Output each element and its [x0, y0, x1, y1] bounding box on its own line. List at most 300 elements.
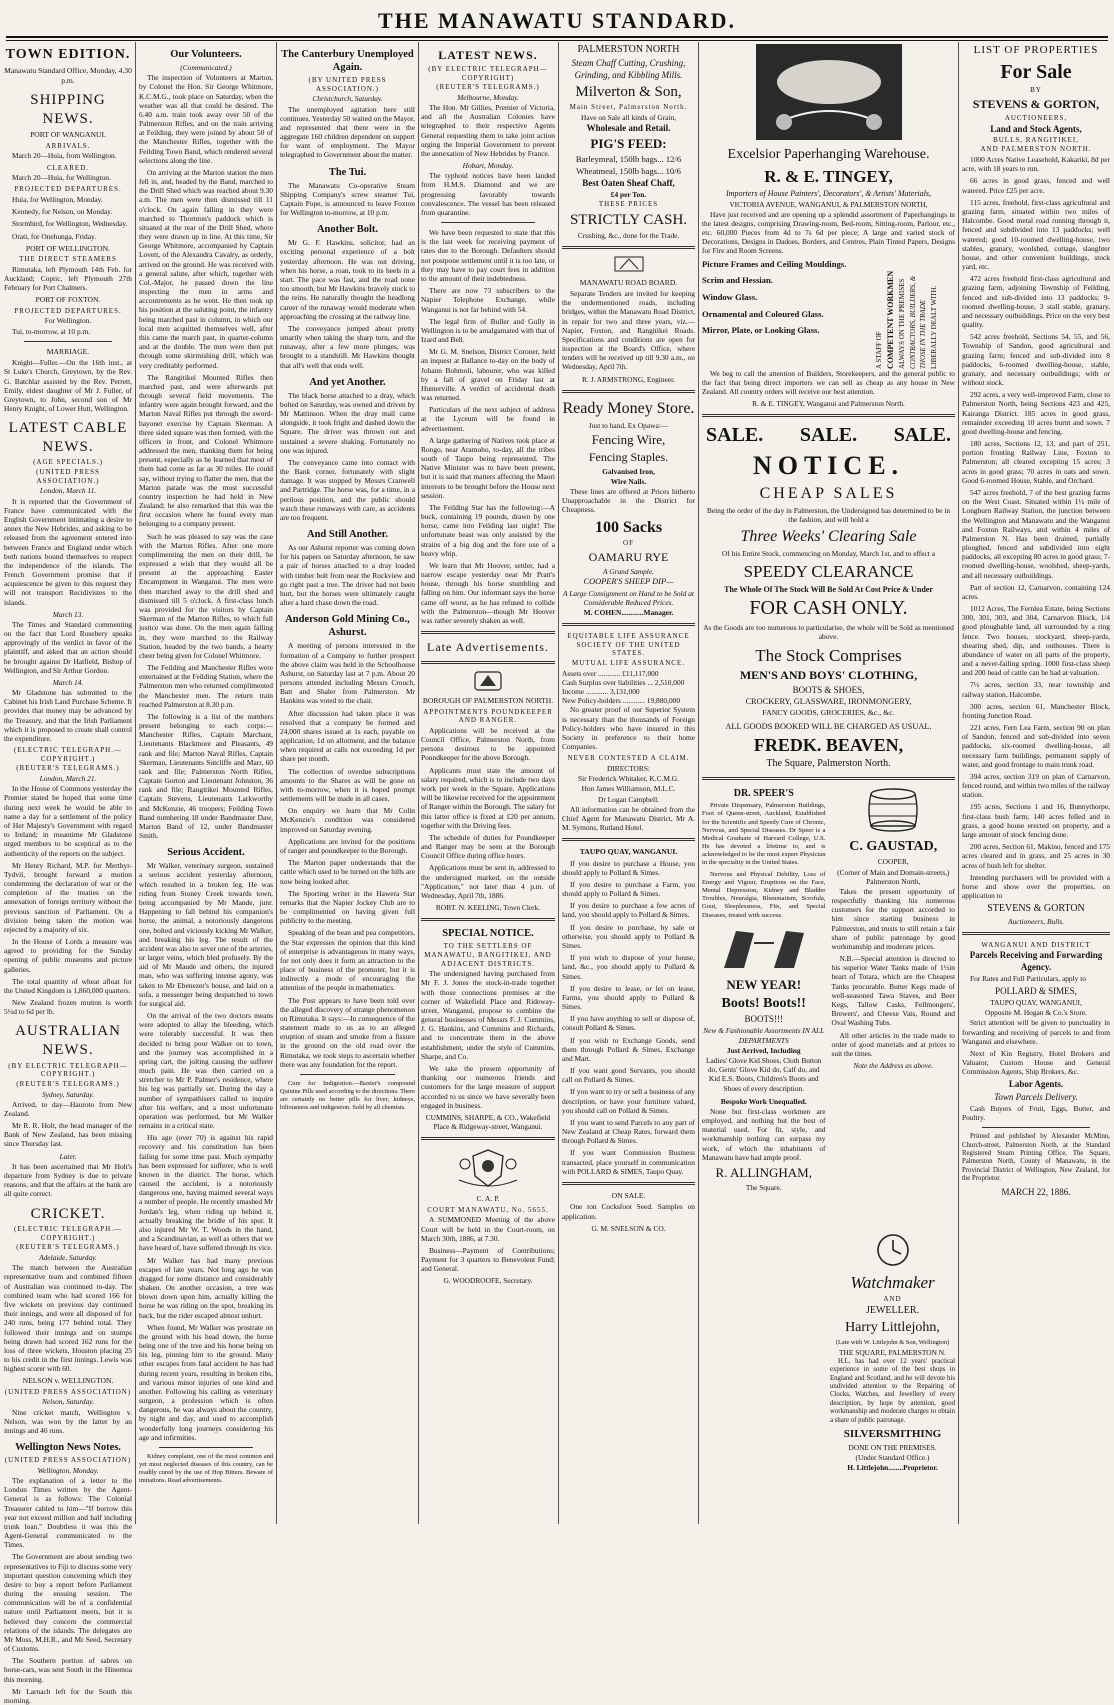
- product-line: Scrim and Hessian.: [702, 275, 773, 286]
- wanganui-heading: WANGANUI AND DISTRICT: [981, 940, 1091, 949]
- subheading: (BY ELECTRIC TELEGRAPH—COPYRIGHT): [428, 64, 548, 82]
- article-paragraph: Mr G. F. Hawkins, solicitor, had an exciting personal experience of a bolt yesterday afternoon. He was out driving, when his horse, a roan, took to its heels in a start. The pace was fast, and the road none too smooth, but Mr Hawkins bravely stuck to the reins. He naturally thought the headlong career of the runaway would moderate when approaching the crossing at the railway line.: [280, 238, 415, 321]
- subheading: TO THE SETTLERS OF MANAWATU, RANGITIKEI, AND ADJACENT DISTRICTS.: [424, 942, 552, 968]
- article-paragraph: The match between the Australian representative team and combined fifteen of Australian was continued to-day. The combined team who had scored 166 for five wickets on previous day continued their innings, and were all disposed of for 240 runs, being 177 behind total. They followed their innings and on stumps being drawn had scored 162 runs for the loss of three wickets, Houston placing 25 to his credit in the first innings. Lewis was highest scorer with 60.: [4, 1263, 132, 1374]
- properties-heading: LIST OF PROPERTIES: [973, 44, 1099, 56]
- subheading: MUTUAL LIFE ASSURANCE.: [572, 659, 685, 668]
- article-paragraph: The Post appears to have been told over the alleged discovery of strange phenomenon on Rimutaka. It says:—In consequence of the statement made to us as to an alleged eruption of steam and smoke from a fissure in the ground on the old road over the Rimutaka, we took steps to ascertain whether there was any foundation for the report.: [280, 995, 415, 1069]
- port-heading: PORT OF FOXTON.: [35, 295, 101, 305]
- property-listing: 115 acres, freehold, first-class agricultural and grazing farm, situated within two miles of Halcombe. Good metal road running through it, fenced and subdivided into 13 paddocks; well watered; good 10-roomed dwelling-house, two stables, granary, woolshed, cottage, slaughter house, and other convenient buildings, stock yard, etc.: [962, 197, 1110, 272]
- column-2: [139, 42, 273, 1526]
- gaustad-name: C. GAUSTAD,: [849, 839, 938, 855]
- dateline: London, March 21.: [39, 774, 97, 784]
- equitable-heading: EQUITABLE LIFE ASSURANCE SOCIETY OF THE UNITED STATES.: [567, 632, 690, 658]
- property-listing: 195 acres, Sections 1 and 16, Bunnythorpe, first-class bush farm; 140 acres felled and in grass, a good house erected on property, and a large amount of stock fencing done.: [962, 802, 1110, 839]
- article-paragraph: The Sporting writer in the Hawera Star remarks that the Napier Jockey Club are to be complimented on having given full publicity to the meeting.: [280, 888, 415, 926]
- stat-line: Cash Surplus over liabilities ... 2,510,000: [562, 677, 685, 687]
- lower-ads: [702, 786, 955, 1193]
- boots-heading: Boots! Boots!!: [721, 995, 806, 1011]
- article-paragraph: There are now 73 subscribers to the Napier Telephone Exchange, while Wanganui is not far behind with 54.: [421, 286, 555, 314]
- speedy-clearance: SPEEDY CLEARANCE: [743, 562, 914, 582]
- gaustad-ad: [832, 786, 956, 1193]
- article-paragraph: Mr G. M. Snelson, District Coroner, held an inquest at Ballance to-day on the body of Johann Bohmoli, labourer, who was killed by a fall of gravel on Friday last at Hunterville. A verdict of accidental death was returned.: [421, 347, 555, 403]
- advert-line: Wholesale and Retail.: [586, 123, 671, 134]
- arrivals-heading: ARRIVALS.: [45, 141, 91, 150]
- article-paragraph: The Southern portion of sabres on horse-cars, was sent South in the Hinemoa this morning.: [4, 1656, 132, 1684]
- article-paragraph: The total quantity of wheat afloat for the United Kingdom is 1,860,000 quarters.: [4, 976, 132, 995]
- advert-line: Hon James Williamson, M.L.C.: [581, 784, 676, 794]
- property-listing: 542 acres freehold, Sections 54, 55, and 56, Township of Sandon, good agricultural and grazing farm; fenced and sub-divided into 8 paddocks, 6-roomed dwelling-house, stable, granary, and necessary outbuildings; with or without stock.: [962, 332, 1110, 388]
- address-line: TAUPO QUAY, WANGANUI,: [990, 998, 1082, 1008]
- new-year-heading: NEW YEAR!: [726, 976, 802, 992]
- address-line: The Square.: [745, 1182, 782, 1192]
- divider: [562, 390, 695, 393]
- advert-line: Have on Sale all kinds of Grain,: [580, 112, 677, 122]
- sacks-heading: 100 Sacks: [594, 518, 663, 536]
- special-notice-heading: SPECIAL NOTICE.: [442, 928, 534, 940]
- nelson-heading: NELSON v. WELLINGTON.: [22, 1376, 114, 1386]
- advert-paragraph: For Rates and Full Particulars, apply to: [970, 973, 1086, 983]
- article-paragraph: The Government are about sending two representatives to Fiji to discuss some very important question concerning which they desire to buy a report before Parliament during the ensuing session. The communication will be of a confidential nature until Parliament meets, but it is believed they concern the commercial relations of the islands. The delegates are Mr Moss, M.H.R., and Mr Seed, Secretary of Customs.: [4, 1552, 132, 1654]
- signs-painting-banner-icon: [702, 42, 955, 144]
- advert-paragraph: Nervous and Physical Debility, Loss of Energy and Vigour, Eruptions on the Face, Mental Depression, Kidney and Bladder Troubles, Neuralgia, Rheumatism, Scrofula, Gout, Sleeplessness, Fits, and Special Diseases, treated with success.: [702, 870, 826, 919]
- divider: [562, 246, 695, 249]
- shipping-line: For Wellington.: [44, 316, 92, 326]
- advert-line: BOOTS & SHOES,: [792, 684, 865, 695]
- subheading: NEVER CONTESTED A CLAIM.: [567, 754, 690, 763]
- article-paragraph: Mr R. R. Holt, the head manager of the Bank of New Zealand, has been missing since Thursday last.: [4, 1121, 132, 1149]
- advert-line: A Grand Sample.: [603, 567, 654, 576]
- product-line: Mirror, Plate, or Looking Glass.: [702, 325, 820, 336]
- new-year-boots-icon: [702, 923, 826, 975]
- advert-paragraph: The undersigned having purchased from Mr F. J. Jones the stock-in-trade together with those connections premises at the corner of Wakefield Place and Rideway-street, Wanganui, propose to combine the general businesses of Messrs F. J. Cummins, J. G. Hankins, and Cummins and Richards, and to concentrate them in the above establishment, under the style of Cummins, Sharpe, and Co.: [421, 969, 555, 1061]
- silversmithing-heading: SILVERSMITHING: [843, 1428, 942, 1441]
- advert-line: AUCTIONEERS,: [1004, 113, 1068, 122]
- property-listing: Part of section 12, Carnarvon, containing 124 acres.: [962, 582, 1110, 601]
- road-board-heading: MANAWATU ROAD BOARD.: [579, 277, 678, 287]
- divider: [702, 414, 955, 417]
- boots-subheading: BOOTS!!!: [744, 1014, 783, 1025]
- article-paragraph: The black horse attached to a dray, which bolted on Saturday, was owned and driven by Mr Mattinson. When the dray mail came alongside, it took fright and dashed down the Square. The driver was thrown out and sustained a severe shaking. Fortunately no one was injured.: [280, 390, 415, 455]
- divider: [562, 838, 695, 841]
- article-paragraph: Mr Henry Richard, M.P. for Merthyr-Tydvil, brought forward a motion condemning the declaration of war or the completion of the treaties on the annexation of foreign territory without the previous sanction of Parliament. On a division being taken the motion was rejected by a majority of six.: [4, 860, 132, 934]
- advert-paragraph: If you desire to purchase a House, you should apply to Pollard & Simes.: [562, 858, 695, 877]
- article-paragraph: The conveyance jumped about pretty smartly when taking the sharp turn, and the runaway, after a few more plunges, was brought to a standstill. Mr Hawkins thought that all's well that ends well.: [280, 323, 415, 370]
- shipping-line: March 20—Huia, from Wellington.: [12, 151, 117, 161]
- milverton-name: Milverton & Son,: [575, 83, 682, 100]
- cash-only: FOR CASH ONLY.: [749, 597, 908, 620]
- advert-line: BY: [1030, 86, 1042, 95]
- article-paragraph: The Manawatu Co-operative Steam Shipping Company's screw steamer Tui, Captain Pope, is announced to leave Foxton for Wellington to-morrow, at 10 p.m.: [280, 180, 415, 218]
- divider: [562, 1182, 695, 1185]
- projected-heading: PROJECTED DEPARTURES.: [14, 185, 122, 194]
- advert-line: FANCY GOODS, GROCERIES, &c., &c.: [762, 708, 895, 718]
- labor-heading: Labor Agents.: [1008, 1079, 1064, 1090]
- advert-paragraph: As the Goods are too numerous to particularise, the whole will be Sold as mentioned above.: [703, 623, 954, 642]
- advert-paragraph: Intending purchasers will be provided with a horse and show over the properties, on application to: [962, 872, 1110, 901]
- advert-paragraph: H.L. has had over 12 years' practical experience in some of the best shops in England and Scotland, and he will devote his undivided attention to the Repairing of Clocks, Watches, and Jewellery of every description, by hope by attention, good workmanship and moderate charges to obtain a share of public patronage.: [830, 1357, 955, 1424]
- advert-line: Fencing Staples.: [588, 449, 669, 464]
- masthead: [0, 0, 1114, 40]
- divider: [421, 1137, 555, 1140]
- subheading: (UNITED PRESS ASSOCIATION): [4, 1456, 132, 1465]
- article-paragraph: The Rangitikei Mounted Rifles then marched past, and were afterwards put through several field movements. The infantry were again brought forward, and the Marton Naval Rifles put through the sword-bayonet exercise by Captain Skerman. A three sided square was then formed, with the officers in front, and Colonel Whitmore addressed the men, thanking them for being present, especially as he learned that most of them had come as far as 30 miles. He could say, without trying to flatter the men, that the Marton parade was the most successful country inspection he had held in New Zealand; he also remarked that this was the first occasion where he found every man belonging to a company present.: [139, 372, 273, 529]
- property-listing: 1000 Acres Native Leasehold, Kakariki, 8d per acre, with 18 years to run.: [962, 155, 1110, 174]
- article-paragraph: The unemployed agitation here still continues. Yesterday 50 waited on the Mayor, and represented that there were in the aggregate 160 children dependent on support for want of employment. The Mayor telegraphed to Government about the matter.: [280, 104, 415, 160]
- issue-date: MARCH 22, 1886.: [1001, 1186, 1071, 1197]
- divider: [421, 918, 555, 921]
- article-paragraph: On arriving at the Marton station the men fell in, and, headed by the Band, marched to the Drill Shed which was reached about 9.30 a.m. The men were then dismissed till 11 o'clock. On again falling in they were marched to Thornton's paddock which is situated at the rear of the Drill Shed, where they were drawn up in line. At this time, Sir George Whitmore, accompanied by Captain Lovett, of the Alexandra Cavalry, as orderly, arrived on the ground. He was received with a general salute, after which, together with Col.-Major, he passed down the line inspecting the men in arms and accoutrements as he went. He then took up his position at the saluting point, the infantry being marched past in column, in which our local men acquitted themselves well, after this came the march past, in quarter-column and at the double. The men were then put through some skirmishing drill, which was very creditably performed.: [139, 167, 273, 370]
- column-4: [421, 42, 555, 1526]
- advert-paragraph: Applications must be sent in, addressed to the undersigned marked, on the outside "Application," not later than 4 p.m. of Wednesday, April 7th, 1886.: [421, 863, 555, 900]
- article-paragraph: Speaking of the bean and pea competitors, the Star expresses the opinion that this kind of enterprise is advantageous in many ways, for not only does it form an attraction to the place of business of the promoter, but it is indirectly a mode of encouraging the attention of the people in mathematics.: [280, 928, 415, 993]
- late-adverts-heading: Late Advertisements.: [427, 640, 549, 655]
- advert-line: Fencing Wire,: [591, 431, 666, 447]
- column-1: [4, 42, 132, 1705]
- advert-line: (Under Standard Office.): [855, 1452, 930, 1462]
- subheading: COURT MANAWATU, No. 5655.: [427, 1205, 549, 1214]
- address-line: Main Street, Palmerston North.: [569, 103, 688, 112]
- property-listing: 221 acres, Fern Lea Farm, section 90 on plan of Sandon, fenced and sub-divided into seven paddocks, six-roomed dwelling-house, all necessary farm buildings, permanent supply of water, and good frontage to main trunk road.: [962, 723, 1110, 769]
- advert-paragraph: If you want Commission Business transacted, place yourself in communication with POLLARD & SIMES, Taupo Quay.: [562, 1148, 695, 1176]
- shipping-line: March 20—Huia, for Wellington.: [12, 173, 111, 183]
- cricket-heading: CRICKET.: [30, 1205, 106, 1222]
- column-rule: [698, 42, 699, 1524]
- article-paragraph: Applications are invited for the positions of ranger and poundkeeper to the Borough.: [280, 836, 415, 855]
- advert-paragraph: Applicants must state the amount of salary required, which is to include two days work per week in the Square. Applications will be likewise received for the appointment of Ranger within the Borough. The salary for this latter office is fixed at £20 per annum, together with the Driving fees.: [421, 765, 555, 830]
- tingey-name: R. & E. TINGEY,: [764, 166, 893, 186]
- advert-line: Wire Nails.: [610, 476, 647, 486]
- divider: [562, 623, 695, 626]
- divider: [300, 1074, 395, 1075]
- advert-paragraph: If you have anything to sell or dispose of, consult Pollard & Simes.: [562, 1014, 695, 1033]
- littlejohn-name: Harry Littlejohn,: [845, 1320, 940, 1336]
- shipping-line: Stormbird, for Wellington, Wednesday.: [12, 219, 128, 229]
- advert-line: Ladies' Glove Kid Shoes, Cloth Button do, Gents' Glove Kid do, Calf do, and Kid E.S. Boots, Children's Boots and Shoes of every description.: [706, 1055, 822, 1093]
- coat-of-arms-icon: [421, 1146, 555, 1192]
- serious-accident-heading: Serious Accident.: [167, 847, 245, 859]
- advert-paragraph: If you want to try or sell a business of any description, or have your furniture valued, you should call on Pollard & Simes.: [562, 1087, 695, 1115]
- column-rule: [418, 42, 419, 1524]
- advert-paragraph: Have just received and are opening up a splendid assortment of Paperhangings in the latest designs, comprising Drawing-room, Bed-room, Sitting-room, Parlour, etc., etc. 60,000 Pieces from 4d to 7s 6d per piece; A large and varied stock of Decorations, Designs in Dadoes, Borders, and Centres, Plain Tinted Papers, Designs for Fire and Room Screens.: [702, 209, 955, 256]
- advert-line: COOPER,: [877, 857, 909, 867]
- imprint: Printed and published by Alexander McMinn, Church-street, Palmerston North, at the Standard Registered Steam Printing Office, The Square, Palmerston North, County of Manawatu, in the Provincial District of Wellington, New Zealand, for the Proprietor.: [962, 1133, 1110, 1183]
- advert-paragraph: These lines are offered at Prices hitherto Unapproachable in the District for Cheapness.: [562, 487, 695, 515]
- article-paragraph: The Times and Standard commenting on the fact that Lord Rosebery speaks approvingly of the verdict in favor of the plaintiff, and asked that an action should be brought against Dr Hatfield, Bishop of Wellington, and Sir Arthur Gordon.: [4, 619, 132, 675]
- advert-line: VICTORIA AVENUE, WANGANUI, & PALMERSTON NORTH,: [729, 199, 928, 209]
- dateline: Wellington, Monday.: [37, 1465, 99, 1475]
- address-line: The Square, Palmerston North.: [766, 758, 891, 770]
- subheading: (REUTER'S TELEGRAMS.): [436, 83, 540, 92]
- advert-line: Bespoke Work Unequalled.: [720, 1096, 807, 1106]
- signature: ROBT. N. KEELING, Town Clerk.: [435, 903, 541, 913]
- sale-row: [702, 423, 955, 448]
- price-line: Barleymeal, 150lb bags... 12/6: [575, 154, 682, 165]
- advert-line: CROCKERY, GLASSWARE, IRONMONGERY,: [745, 696, 912, 706]
- article-paragraph: On enquiry we learn that Mr Colin McKenzie's condition was considered improved on Saturday evening.: [280, 806, 415, 834]
- advert-line: COOPER'S SHEEP DIP—: [583, 577, 674, 587]
- vertical-line: COMPETENT WORKMEN: [886, 270, 896, 369]
- property-listing: 66 acres in good grass, fenced and well watered. Price £25 per acre.: [962, 176, 1110, 195]
- dateline: Christchurch, Saturday.: [312, 94, 383, 104]
- divider: [421, 631, 555, 634]
- property-listing: 300 acres, section 61, Manchester Block, fronting Junction Road.: [962, 701, 1110, 720]
- divider: [702, 777, 955, 780]
- office-line: Manawatu Standard Office, Monday, 4.30 p.m.: [4, 66, 132, 85]
- advert-paragraph: If you want good Servants, you should call on Pollard & Simes.: [562, 1066, 695, 1085]
- address-line: THE SQUARE, PALMERSTON N.: [839, 1347, 946, 1357]
- article-paragraph: The Feilding Star has the following:—A buck, containing 19 pounds, drawn by one horse, came into Feilding last night! The unfortunate beast was only assisted by the strains of a big dog and the fore use of a heavy whip.: [421, 502, 555, 558]
- property-listing: 472 acres freehold first-class agricultural and grazing farm, adjoining Township of Feilding, fenced and sub-divided into 13 paddocks; 9-roomed dwelling-house, 3 stall stable, granary, and necessary outbuildings. Price on the very best quality.: [962, 274, 1110, 330]
- speer-ad: [702, 786, 826, 1193]
- subheading: (AGE SPECIALS.): [33, 458, 103, 467]
- property-listing: 394 acres, section 319 on plan of Carnarvon, fenced round, and within two miles of the railway station.: [962, 771, 1110, 800]
- column-rule: [135, 42, 136, 1524]
- article-paragraph: In the House of Commons yesterday the Premier stated he hoped that some time during next week he would be able to name a day for a settlement of the policy of Her Majesty's Government with regard to Ireland; in meantime Mr Gladstone urged members to be sceptical as to the authenticity of the reports on the subject.: [4, 784, 132, 858]
- dateline: Adelaide, Saturday.: [39, 1253, 97, 1263]
- vertical-line: CONTRACTORS, BUILDERS, &: [908, 275, 917, 369]
- watchmaker-heading: Watchmaker: [850, 1273, 935, 1293]
- advert-line: (Late with W. Littlejohn & Son, Wellington): [835, 1338, 950, 1346]
- address-line: BULLS, RANGITIKEI,: [993, 135, 1079, 144]
- canterbury-heading: The Canterbury Unemployed Again.: [281, 49, 414, 74]
- address-line: Auctioneers, Bulls.: [1007, 916, 1065, 926]
- watchmaker-ad: [830, 1232, 955, 1526]
- vertical-line: THOSE IN THE TRADE: [919, 299, 928, 369]
- advert-line: OAMARU RYE: [588, 550, 669, 565]
- stat-line: New Policy-holders ............ 19,880,000: [562, 696, 681, 706]
- product-list: [702, 259, 855, 369]
- signature: H. Littlejohn........Proprietor.: [847, 1463, 938, 1473]
- column-7: [962, 42, 1110, 1526]
- article-paragraph: The following is a list of the numbers present belonging to each corps:—Manchester Rifles, Captain Marchant, Lieutenants Blackmore and Pleasants, 49 rank and file; Marton Naval Rifles, Captain Skerman, Lieutenants Sutcliffe and Marr, 60 rank and file; Palmerston North Rifles, Captain Gorton and Lieutenant Johnston, 36 rank and file; Rangitikei Mounted Rifles, Captain Stevens, Lieutenants Larkworthy and McKenzie, 46 troopers; Feilding Town Band numbering 18 under Bandmaster Daw, Marton Band of 12, under Bandmaster Smith.: [139, 711, 273, 841]
- town-edition-heading: TOWN EDITION.: [5, 47, 131, 62]
- advert-line: Crushing, &c., done for the Trade.: [577, 231, 680, 241]
- taupo-heading: TAUPO QUAY, WANGANUI.: [579, 847, 678, 857]
- article-paragraph: After discussion had taken place it was resolved that a company be formed and 24,000 shares issued at 1s each, payable on application, 1d on allotment, and the balance when required at calls not exceeding 1d per share per month.: [280, 708, 415, 764]
- subheading: (REUTER'S TELEGRAMS.): [16, 1079, 120, 1088]
- product-line: Picture Frames and Ceiling Mouldings.: [702, 258, 847, 269]
- shipping-line: Kennedy, for Nelson, on Monday.: [12, 207, 113, 217]
- signature: CUMMINS, SHARPE, & CO., Wakefield Place & Ridgeway-street, Wanganui.: [425, 1112, 551, 1132]
- and-still-another-heading: And Still Another.: [306, 529, 388, 541]
- article-paragraph: Nine cricket match, Wellington v. Nelson, was won by the latter by an innings and 46 runs.: [4, 1407, 132, 1435]
- article-paragraph: A meeting of persons interested in the formation of a Company to further prospect the above claim was held in the Schoolhouse Ashurst, on Saturday last at 7 p.m. About 20 persons attended including Messrs Crouch, Batt and Shaler from Palmerston. Mr Hankins was voted to the chair.: [280, 641, 415, 706]
- marriage-notice: Knight—Fuller.—On the 16th inst., at St Luke's Church, Greytown, by the Rev. G. Batchlar assisted by the Rev. Perrett, Emily, eldest daughter of Mr J. Fuller, of Greytown, to John, second son of Mr Henry Knight, of Lower Hutt, Wellington.: [4, 358, 132, 414]
- subheading: (UNITED PRESS ASSOCIATION.): [36, 468, 100, 485]
- and-yet-another-heading: And yet Another.: [309, 376, 386, 388]
- article-paragraph: Particulars of the next subject of address at the Lyceum will be found in advertisement.: [421, 405, 555, 433]
- article-paragraph: When found, Mr Walker was prostrate on the ground with his head down, the horse being one of the tree and his horse being on his leg, pinning him to the ground. Many other escapes from fatal accident he has had during recent years, resulting in broken ribs, and various minor injuries of one kind and another. Following his calling as veterinary surgeon, a profession which is often dangerous, he was always about the country, by night and day, and used to accomplish wonderfully long journeys considering his age and infirmities.: [139, 1322, 273, 1442]
- advert-paragraph: Being the order of the day in Palmerston, the Undersigned has determined to be in the fashion, and will hold a: [706, 506, 951, 525]
- pollard-simes-name: POLLARD & SIMES,: [995, 985, 1077, 996]
- cheap-sales: CHEAP SALES: [759, 485, 898, 503]
- subheading: (Communicated.): [180, 63, 232, 73]
- shipping-line: Tui, to-morrow, at 10 p.m.: [12, 326, 91, 336]
- barrel-icon: [832, 786, 956, 836]
- article-paragraph: His age (over 70) is against his rapid recovery and his constitution has been failing for some time past. Much sympathy has been expressed for sufferer, who is well known in the district. The horse, which caused the accident, is a notoriously dangerous one, having maimed several ways a number of people. He recently smashed Mr Jordan's leg, when riding up behind it, actually breaking the bridle of his spur. It also injured Mr W. T. Woods in the hand, and a Scandinavian, as well as others that we have heard of, have suffered through its vice.: [139, 1133, 273, 1253]
- article-paragraph: It has been ascertained that Mr Holt's departure from Sydney is due to private reasons, and that the affairs at the bank are all quite correct.: [4, 1161, 132, 1199]
- strictly-cash: STRICTLY CASH.: [569, 211, 688, 228]
- advert-paragraph: Next of Kin Registry, Hotel Brokers and Valuator, Custom House and General Commission Agents, Ship Brokers, &c.: [962, 1048, 1110, 1077]
- article-paragraph: We learn that Mr Hoover, settler, had a narrow escape yesterday near Mr Pratt's house, through his horse stumbling and falling on him. Our informant says the horse came off worst, as he has refused to collide with the Palmerston—though Mr Hoover was rather severely shaken as well.: [421, 560, 555, 625]
- advert-paragraph: Strict attention will be given to punctuality in forwarding and receiving of parcels to and from Wanganui and elsewhere.: [962, 1018, 1110, 1046]
- advert-paragraph: Of his Entire Stock, commencing on Monday, March 1st, and to effect a: [721, 549, 936, 559]
- article-paragraph: The collection of overdue subscriptions amounts to the Shares as will be gone on with to-morrow, when it is hoped prompt settlements will be made in all cases.: [280, 766, 415, 804]
- advert-line: Sir Frederick Whitaker, K.C.M.G.: [578, 774, 679, 784]
- vertical-line: A STAFF OF: [875, 330, 884, 369]
- advert-paragraph: All other articles in the trade made to order of good materials and at prices to suit the times.: [831, 1030, 955, 1058]
- subheading: (BY UNITED PRESS ASSOCIATION.): [308, 76, 387, 93]
- advert-paragraph: Cash Buyers of Fruit, Eggs, Butter, and Poultry.: [962, 1103, 1110, 1122]
- divider: [962, 932, 1110, 935]
- divider: [421, 661, 555, 664]
- address-line: AND PALMERSTON NORTH.: [980, 145, 1092, 154]
- borough-heading: BOROUGH OF PALMERSTON NORTH.: [422, 696, 554, 706]
- article-paragraph: Arrived, to day—Hauroto from New Zealand.: [4, 1099, 132, 1118]
- address-line: Opposite M. Hogan & Co.'s Store.: [985, 1008, 1087, 1018]
- staff-vertical-text: [859, 259, 955, 369]
- australian-news-heading: AUSTRALIAN NEWS.: [15, 1023, 121, 1059]
- notice-heading: NOTICE.: [752, 451, 905, 481]
- article-paragraph: The typhoid notices have been landed from H.M.S. Diamond and we are progressing favorably towards convalescence. The vessel has been released from quarantine.: [421, 171, 555, 217]
- subheading: (ELECTRIC TELEGRAPH.—COPYRIGHT.): [14, 746, 122, 763]
- article-paragraph: On the arrival of the two doctors means were adopted to allay the bleeding, which were tolerably successful. It was then decided to bring poor Walker on to town, and the journey was accomplished in a spring cart, the jolting causing the sufferer much pain. He was then carried on a stretcher to Mr P. Palmer's residence, where his leg was partially set. During the day a number of sympathisers called to inquire after his welfare, and a most unfortunate operation was performed, but Mr Walker remains in a critical state.: [139, 1011, 273, 1131]
- port-heading: PORT OF WELLINGTON.: [25, 243, 111, 253]
- clock-icon: [830, 1232, 955, 1270]
- advert-paragraph: If you wish to Exchange Goods, send them through Pollard & Simes, Exchange and Mart.: [562, 1035, 695, 1063]
- column-5: [562, 42, 695, 1526]
- advert-paragraph: If you desire to lease, or let on lease, Farms, you should apply to Pollard & Simes.: [562, 983, 695, 1012]
- parcels-heading: Parcels Receiving and Forwarding Agency.: [969, 950, 1103, 972]
- property-listing: 180 acres, Sections 12, 13, and part of 251, portion fronting Railway Line, Foxton to Palmerston; all cleared excepting 15 acres; 3 acres in good grass; 70 acres in oats and sown. Good 6-roomed House, Stable, and Orchard.: [962, 439, 1110, 485]
- tingey-products: [702, 259, 955, 369]
- newspaper-title: THE MANAWATU STANDARD.: [378, 8, 736, 33]
- article-paragraph: The Feilding and Manchester Rifles were entertained at the Feilding Station, where the Palmerston men who returned complimented the Manchester men. The return train reached Palmerston at 8.30 p.m.: [139, 663, 273, 709]
- shipping-line: Orati, for Onehunga, Friday.: [12, 231, 97, 241]
- address-line: (Corner of Main and Domain-streets,) Palmerston North,: [837, 867, 950, 886]
- divider: [24, 341, 112, 342]
- marriage-heading: MARRIAGE.: [46, 346, 90, 356]
- stat-line: Income ............ 3,131,000: [562, 687, 640, 697]
- advert-line: DIRECTORS:: [607, 764, 650, 774]
- advert-paragraph: Private Dispensary, Palmerston Buildings, Foot of Queen-street, Auckland, Established for the Scientific and Speedy Cure of Chronic, Nervous, and Special Diseases. Dr Speer is a Medical Graduate of Harvard College, U.S. He has devoted a lifetime to, and is acknowledged to be the most expert Physician in the speciality in the United States.: [702, 802, 826, 867]
- price-line: Wheatmeal, 150lb bags... 10/6: [576, 166, 681, 177]
- advert-line: OF: [623, 539, 634, 548]
- dateline: Hobart, Monday.: [462, 161, 514, 171]
- article-paragraph: The Hon. Mr Gillies, Premier of Victoria, and all the Australian Colonies have telegraphed to their respective Agents General requesting them to take joint action urging the Imperial Government to prevent the annexation of New Hebrides by France.: [421, 103, 555, 158]
- shipping-line: Rimutaka, left Plymouth 14th Feb. for Auckland; Coptic, left Plymouth 27th February for Port Chalmers.: [4, 264, 132, 293]
- article-paragraph: The Marton paper understands that the cattle which used to be turned on the hills are now being looked after.: [280, 858, 415, 886]
- advert-paragraph: A SUMMONED Meeting of the above Court will be held in the Court-room, on March 30th, 1886, at 7.30.: [421, 1215, 555, 1243]
- signature: R. J. ARMSTRONG, Engineer.: [581, 374, 675, 384]
- column-3: [280, 42, 415, 1526]
- speer-heading: DR. SPEER'S: [733, 787, 794, 799]
- signature: R. & E. TINGEY, Wanganui and Palmerston North.: [752, 399, 905, 409]
- shipping-line: Huia, for Wellington, Monday.: [12, 195, 103, 205]
- article-paragraph: As our Ashurst reporter was coming down for his papers on Saturday afternoon, he saw a pair of horses attached to a dray loaded with timber bolt from near the Rockview and go right past a tree. The driver had not been hurt, but the horses were ultimately caught after a hard chase down the road.: [280, 543, 415, 608]
- property-listing: 292 acres, a very well-improved Farm, close to Palmerston North, being Sections 423 and 425, Kairanga District. 185 acres in good grass, remainder exceeding 10 acres burnt and sown. 7 good dwelling-house and fencing.: [962, 390, 1110, 436]
- advert-line: MEN'S AND BOYS' CLOTHING,: [739, 667, 918, 682]
- volunteers-heading: Our Volunteers.: [170, 49, 242, 60]
- property-listing: 7½ acres, section 33, near township and railway station, Halcombe.: [962, 680, 1110, 699]
- article-paragraph: New Zealand frozen mutton is worth 5½d to 6d per lb.: [4, 998, 132, 1017]
- tui-heading: The Tui.: [328, 166, 367, 178]
- sale-word: SALE.: [799, 424, 858, 447]
- projected-heading: PROJECTED DEPARTURES.: [14, 306, 122, 315]
- advert-line: ALL GOODS BOOKED WILL BE CHARGED AS USUAL.: [725, 721, 932, 731]
- signature: M. COHEN............Manager.: [583, 607, 674, 617]
- advert-line: Dr Logan Campbell.: [598, 794, 659, 804]
- advert-paragraph: Applications will be received at the Council Office, Palmerston North, from persons desirous to be appointed Poundkeeper for the above Borough.: [421, 725, 555, 763]
- sale-word: SALE.: [893, 424, 951, 447]
- vertical-line: ALWAYS ON THE PREMISES: [898, 278, 907, 369]
- advert-line: Galvanised Iron,: [602, 466, 655, 476]
- dateline: Melbourne, Monday.: [457, 92, 519, 102]
- divider: [159, 1447, 253, 1448]
- port-heading: PORT OF WANGANUI.: [30, 130, 106, 140]
- article-paragraph: Such he was pleased to say was the case with the Marton Rifles. After one more complimenting the men on their drill, he expressed a wish that they would all be present at the approaching Easter Encampment in Wanganui. The men were then marched away to the drill shed and dismissed till 5 o'clock. A first-class lunch was provided for the visitors by Captain Skerman of the Marton Rifles, to which full justice was done. On the men again falling in, they were marched to the Railway Station, headed by the two bands, a hearty cheer being given for Colonel Whitmore.: [139, 531, 273, 660]
- advert-paragraph: No greater proof of our Superior System is necessary than the thousands of Foreign Policy-holders who have insured in this Society in preference to their home Companies.: [562, 705, 695, 752]
- advert-line: The Whole Of The Stock Will Be Sold At Cost Price & Under: [724, 584, 933, 594]
- article-paragraph: The explanation of a letter to the London Times written by the Agent-General is as follows: The Colonial Treasurer cabled to him—"If borrow this year not exceed million and half including trunk loan." Doubtless it was this the Agent-General communicated to the Times.: [4, 1475, 132, 1550]
- cleared-heading: CLEARED.: [46, 163, 90, 172]
- advert-line: A Large Consignment on Hand to be Sold at Considerable Reduced Prices.: [563, 588, 694, 607]
- advert-paragraph: All information can be obtained from the Chief Agent for Manawatu District, Mr A. M. Symons, Rutland Hotel.: [562, 804, 695, 833]
- direct-steamers-heading: THE DIRECT STEAMERS: [19, 255, 117, 264]
- advert-paragraph: The schedule of duties for Poundkeeper and Ranger may be seen at the Borough Council Office during office hours.: [421, 832, 555, 861]
- article-paragraph: A large gathering of Natives took place at Rongo, near Aramoho, to-day, all the tribes south of Taupo being represented. The Native Minister was to have been present, but it is said that matters affecting the Maori interests to be brought before the House next session.: [421, 435, 555, 500]
- article-paragraph: Mr Walker has had many previous escapes of late years. Not long ago he was dragged for some distance and considerably shaken. On another occasion, a tree was blown down upon him, actually killing the horse he was riding on the spot, breaking its back, but the rider escaped almost unhurt.: [139, 1255, 273, 1320]
- property-listing: 1012 Acres, The Fernlea Estate, being Sections 300, 301, 303, and 304, Carnarvon Block, 1/4 good ploughable land, all surrounded by a ring fence. Two houses, stockyard, sheep-yards, shearing shed, dip, and outhouses. There is abundance of water on all parts of the property, and a never-failing spring. 1000 first-class sheep and 200 head of cattle can be had at valuation.: [962, 604, 1110, 678]
- shipping-heading: SHIPPING NEWS.: [30, 92, 106, 127]
- stevens-gorton-name: STEVENS & GORTON: [987, 903, 1085, 915]
- subheading: (ELECTRIC TELEGRAPH.—COPYRIGHT.): [14, 1225, 122, 1242]
- another-bolt-heading: Another Bolt.: [316, 224, 379, 236]
- article-paragraph: The legal firm of Buller and Gully in Wellington is to be amalgamated with that of Izard and Bell.: [421, 316, 555, 345]
- anderson-heading: Anderson Gold Mining Co., Ashurst.: [285, 614, 410, 639]
- for-sale-heading: For Sale: [1000, 60, 1072, 83]
- article-paragraph: Mr Larnach left for the South this morning.: [4, 1686, 132, 1705]
- stat-line: Assets over ............ £11,117,000: [562, 668, 659, 678]
- subheading: (UNITED PRESS ASSOCIATION): [4, 1387, 132, 1396]
- advert-line: Land and Stock Agents,: [990, 123, 1082, 134]
- subheading: APPOINTMENTS POUNDKEEPER AND RANGER.: [423, 707, 553, 725]
- advert-paragraph: One ton Cocksfoot Seed. Samples on application.: [562, 1202, 695, 1221]
- price-line: £4 per Ton.: [610, 189, 647, 199]
- mills-line: Steam Chaff Cutting, Crushing, Grinding, and Kibbling Mills.: [571, 58, 686, 80]
- borough-crest-icon: [421, 670, 555, 694]
- advert-line: Importers of House Painters', Decorators', & Artists' Materials,: [726, 188, 931, 198]
- article-paragraph: The inspection of Volunteers at Marton, by Colonel the Hon. Sir George Whitmore, K.C.M.G., took place on Saturday, when the weather was all that could be desired. The 6.40 a.m. train took away over 50 of the Palmerston Rifles, and on the train arriving at Feilding, they were joined by about 50 of the Manchester Rifles, together with the Feilding Town Band, which rendered several selections along the line.: [139, 73, 273, 165]
- on-sale-heading: ON SALE.: [611, 1190, 646, 1200]
- article-paragraph: The conveyance came into contact with the Bank corner, fortunately with slight damage. It was stopped by Messrs Cranwell and Partridge. The horse was, for a time, in a perilous position, and the public should watch these runaways with care, as accidents are too frequent.: [280, 457, 415, 522]
- allingham-name: R. ALLINGHAM,: [715, 1164, 812, 1180]
- advert-line: AND: [883, 1295, 902, 1304]
- dateline: Sydney, Saturday.: [41, 1089, 95, 1099]
- advert-paragraph: If you desire to purchase a few acres of land, you should apply to Pollard & Simes.: [562, 901, 695, 920]
- advert-paragraph: We beg to call the attention of Builders, Storekeepers, and the general public to the fact that being direct importers we can sell as cheap as any house in New Zealand. All country orders will receive our best attention.: [702, 368, 955, 396]
- advert-paragraph: We take the present opportunity of thanking our numerous friends and customers for the large measure of support accorded to us since we have severally been engaged in business.: [421, 1063, 555, 1110]
- beaven-name: FREDK. BEAVEN,: [753, 735, 904, 756]
- price-line: Best Oaten Sheaf Chaff,: [582, 177, 675, 188]
- stock-comprises: The Stock Comprises: [755, 645, 902, 665]
- article-paragraph: We have been requested to state that this is the last week for receiving payment of rates due to the Borough. Defaulters should not postpone settlement until it is too late, or they may have to pay court fees in addition to the amount of their indebtedness.: [421, 228, 555, 283]
- advert-line: Note the Address as above.: [853, 1061, 934, 1071]
- court-heading: C. A. P.: [476, 1194, 500, 1204]
- advert-line: New & Fashionable Assortments IN ALL DEPARTMENTS: [703, 1026, 825, 1045]
- advert-line: DONE ON THE PREMISES.: [848, 1442, 937, 1452]
